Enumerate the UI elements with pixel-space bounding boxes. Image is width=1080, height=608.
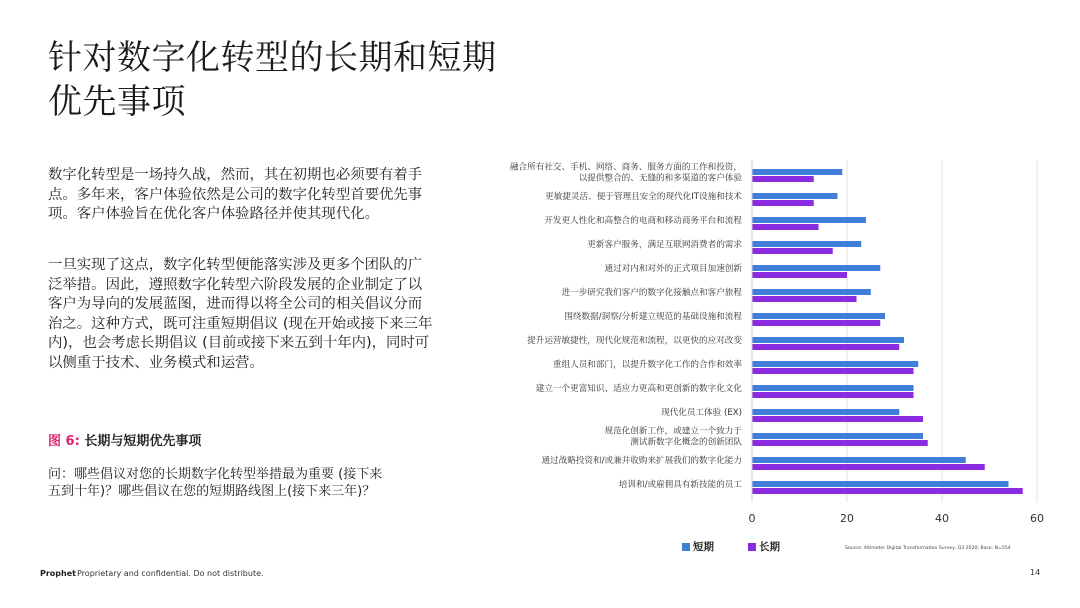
bar-short-term (752, 313, 885, 319)
category-label (545, 190, 742, 202)
category-label-line: 更新客户服务，满足互联网消费者的需求 (587, 240, 742, 250)
bar-short-term (752, 385, 914, 391)
priorities-bar-chart (460, 150, 1060, 560)
x-tick-label: 60 (1030, 512, 1044, 525)
bar-long-term (752, 368, 914, 374)
bar-long-term (752, 224, 819, 230)
category-label-line: 提升运营敏捷性，现代化规范和流程，以更快的应对改变 (527, 336, 742, 346)
bar-short-term (752, 217, 866, 223)
bar-long-term (752, 344, 899, 350)
category-label-line: 测试新数字化概念的创新团队 (630, 437, 742, 448)
category-label-line: 重组人员和部门，以提升数字化工作的合作和效率 (552, 360, 742, 370)
figure-caption (48, 430, 201, 449)
category-label-line: 围绕数据/洞察/分析建立规范的基础设施和流程 (564, 312, 742, 322)
legend-short-term: 短期 (693, 541, 714, 553)
category-label-line: 融合所有社交、手机、网络、商务、服务方面的工作和投资， (509, 162, 742, 173)
bar-short-term (752, 457, 966, 463)
x-tick-label: 20 (840, 512, 854, 525)
category-label-line: 通过对内和对外的正式项目加速创新 (604, 264, 742, 274)
category-label (541, 454, 742, 466)
bar-long-term (752, 200, 814, 206)
category-label-line: 开发更人性化和高整合的电商和移动商务平台和流程 (544, 216, 742, 226)
body-paragraph: 一旦实现了这点，数字化转型便能落实涉及更多个团队的广泛举措。因此，遵照数字化转型六阶段发展的企业制定了以客户为导向的发展蓝图，进而得以将全公司的相关倡议分而治之。这种方式，既可注重短期倡议 (现在开始或接下来三年内)，也会考虑长期倡议 (目前或接下来五到十年内)，同时可以侧重于技术、业务模式和运营。 (48, 257, 433, 371)
category-label-line: 规范化创新工作，或建立一个致力于 (604, 426, 742, 437)
category-label (527, 334, 742, 346)
bar-long-term (752, 272, 847, 278)
x-tick-label: 0 (748, 512, 756, 525)
bar-long-term (752, 248, 833, 254)
bar-short-term (752, 361, 918, 367)
category-label-line: 建立一个更富知识、适应力更高和更创新的数字化文化 (535, 384, 742, 394)
bar-short-term (752, 433, 923, 439)
category-label (553, 358, 742, 370)
bar-short-term (752, 337, 904, 343)
category-label (604, 425, 742, 448)
category-label (510, 161, 742, 184)
bar-short-term (752, 265, 880, 271)
category-label-line: 更敏捷灵活、便于管理且安全的现代化IT设施和技术 (545, 192, 742, 202)
category-label (544, 214, 742, 226)
bar-long-term (752, 296, 857, 302)
footer-confidential: Proprietary and confidential. Do not distribute. (77, 569, 264, 578)
category-label (587, 238, 742, 250)
category-label-line: 以提供整合的、无缝的和多渠道的客户体验 (578, 173, 742, 184)
category-label (619, 478, 743, 490)
category-label-line: 进一步研究我们客户的数字化接触点和客户旅程 (561, 288, 742, 298)
category-label-line: 通过战略投资和/或兼并收购来扩展我们的数字化能力 (541, 456, 742, 466)
category-label-line: 现代化员工体验 (EX) (661, 408, 742, 418)
page-title (48, 36, 668, 124)
footer-brand: Prophet (40, 569, 76, 578)
category-label (562, 286, 743, 298)
bar-short-term (752, 193, 838, 199)
figure-label: 图 6: (48, 434, 80, 449)
page-number: 14 (1030, 568, 1041, 577)
category-label (604, 262, 742, 274)
bar-short-term (752, 169, 842, 175)
category-label-line: 培训和/或雇佣具有新技能的员工 (618, 480, 742, 490)
legend-swatch (748, 543, 756, 551)
category-label (564, 310, 742, 322)
title-line-1: 针对数字化转型的长期和短期 (48, 38, 497, 78)
legend-long-term: 长期 (759, 541, 780, 553)
title-line-2: 优先事项 (48, 82, 186, 122)
survey-question: 问：哪些倡议对您的长期数字化转型举措最为重要 (接下来五到十年)？哪些倡议在您的短期路线图上(接下来三年)？ (48, 467, 383, 499)
bar-long-term (752, 464, 985, 470)
category-label (661, 406, 742, 418)
category-label (536, 382, 743, 394)
figure-title: 长期与短期优先事项 (84, 434, 202, 449)
bar-short-term (752, 481, 1009, 487)
bar-long-term (752, 176, 814, 182)
bar-short-term (752, 289, 871, 295)
bar-long-term (752, 488, 1023, 494)
bar-long-term (752, 320, 880, 326)
source-note: Source: Altimeter Digital Transformation Survey, Q3 2020; Base: N=554 (845, 546, 1011, 551)
bar-long-term (752, 392, 914, 398)
bar-short-term (752, 241, 861, 247)
legend-swatch (682, 543, 690, 551)
x-tick-label: 40 (935, 512, 949, 525)
bar-long-term (752, 416, 923, 422)
intro-paragraph: 数字化转型是一场持久战，然而，其在初期也必须要有着手点。多年来，客户体验依然是公司的数字化转型首要优先事项。客户体验旨在优化客户体验路径并使其现代化。 (48, 167, 423, 222)
bar-long-term (752, 440, 928, 446)
bar-short-term (752, 409, 899, 415)
